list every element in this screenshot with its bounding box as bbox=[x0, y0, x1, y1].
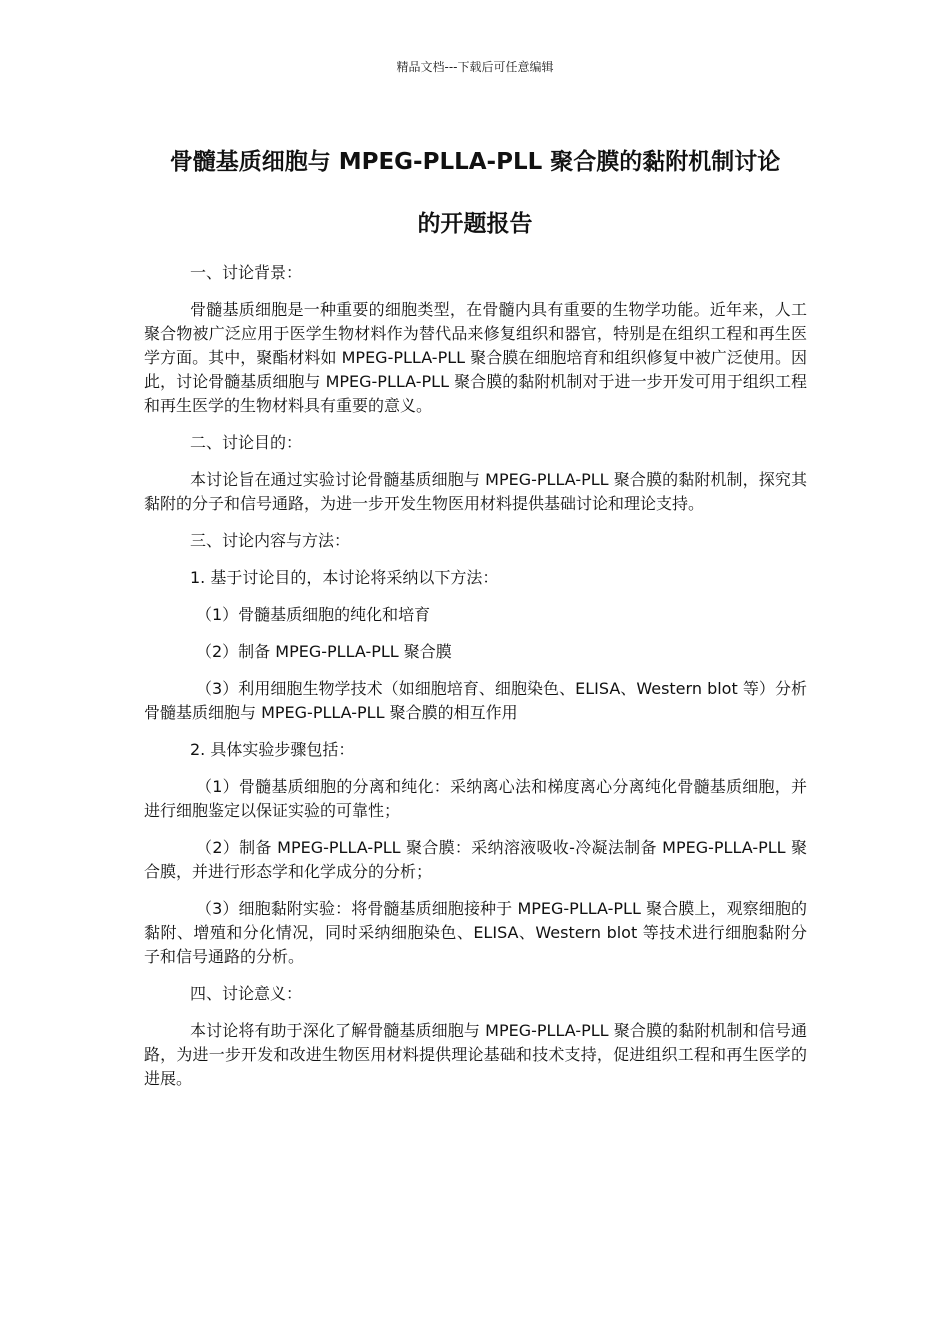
method-item-3: （3）利用细胞生物学技术（如细胞培育、细胞染色、ELISA、Western blot 等）分析骨髓基质细胞与 MPEG-PLLA-PLL 聚合膜的相互作用 bbox=[144, 679, 807, 722]
step-item-1: （1）骨髓基质细胞的分离和纯化：采纳离心法和梯度离心分离纯化骨髓基质细胞，并进行细胞鉴定以保证实验的可靠性； bbox=[144, 777, 807, 820]
step-item-2: （2）制备 MPEG-PLLA-PLL 聚合膜：采纳溶液吸收-冷凝法制备 MPEG-PLLA-PLL 聚合膜，并进行形态学和化学成分的分析； bbox=[144, 838, 807, 881]
method-item-1: （1）骨髓基质细胞的纯化和培育 bbox=[196, 605, 431, 624]
methods-intro: 1. 基于讨论目的，本讨论将采纳以下方法： bbox=[190, 568, 499, 587]
document-title bbox=[120, 131, 830, 255]
title-line-2: 的开题报告 bbox=[417, 211, 533, 237]
background-paragraph: 骨髓基质细胞是一种重要的细胞类型，在骨髓内具有重要的生物学功能。近年来，人工聚合物被广泛应用于医学生物材料作为替代品来修复组织和器官，特别是在组织工程和再生医学方面。其中，聚酯材料如 MPEG-PLLA-PLL 聚合膜在细胞培育和组织修复中被广泛使用。因此，讨论骨髓基质细胞与 MPEG-PLLA-PLL 聚合膜的黏附机制对于进一步开发可用于组织工程和再生医学的生物材料具有重要的意义。 bbox=[144, 300, 807, 415]
method-item-2: （2）制备 MPEG-PLLA-PLL 聚合膜 bbox=[196, 642, 452, 661]
background-heading: 一、讨论背景： bbox=[190, 263, 303, 282]
significance-heading: 四、讨论意义： bbox=[190, 984, 303, 1003]
title-line-1: 骨髓基质细胞与 MPEG-PLLA-PLL 聚合膜的黏附机制讨论 bbox=[169, 149, 781, 175]
purpose-paragraph: 本讨论旨在通过实验讨论骨髓基质细胞与 MPEG-PLLA-PLL 聚合膜的黏附机制，探究其黏附的分子和信号通路，为进一步开发生物医用材料提供基础讨论和理论支持。 bbox=[144, 470, 807, 513]
methods-heading: 三、讨论内容与方法： bbox=[190, 531, 351, 550]
steps-intro: 2. 具体实验步骤包括： bbox=[190, 740, 355, 759]
step-item-3: （3）细胞黏附实验：将骨髓基质细胞接种于 MPEG-PLLA-PLL 聚合膜上，观察细胞的黏附、增殖和分化情况，同时采纳细胞染色、ELISA、Western blot 等技术进行细胞黏附分子和信号通路的分析。 bbox=[144, 899, 807, 966]
significance-paragraph: 本讨论将有助于深化了解骨髓基质细胞与 MPEG-PLLA-PLL 聚合膜的黏附机制和信号通路，为进一步开发和改进生物医用材料提供理论基础和技术支持，促进组织工程和再生医学的进展。 bbox=[144, 1021, 807, 1088]
page-header: 精品文档---下载后可任意编辑 bbox=[396, 60, 554, 74]
document-body bbox=[144, 261, 807, 1104]
purpose-heading: 二、讨论目的： bbox=[190, 433, 303, 452]
